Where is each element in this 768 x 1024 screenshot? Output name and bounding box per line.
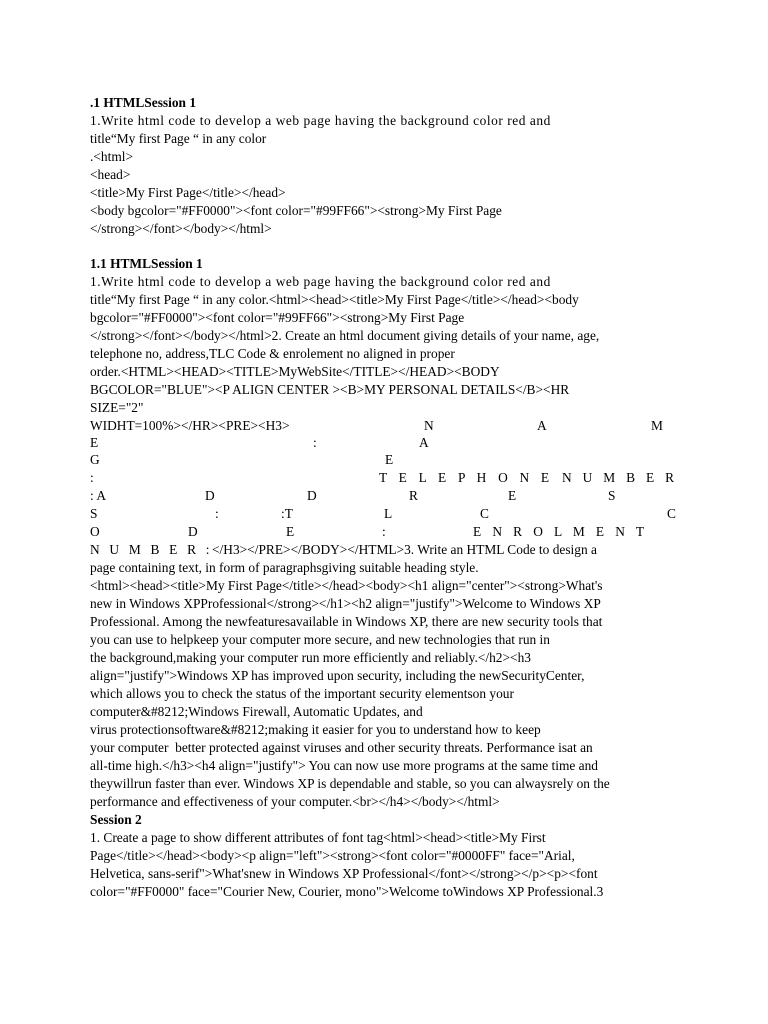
pre-token: E <box>90 435 99 450</box>
pre-token: C <box>480 506 489 521</box>
text-line: 1.Write html code to develop a web page having the background color red and <box>90 113 551 128</box>
pre-token: : <box>382 524 386 539</box>
text-line: your computer better protected against viruses and other security threats. Performance isat an <box>90 740 593 755</box>
pre-token: E <box>508 488 517 503</box>
text-line: Professional. Among the newfeaturesavailable in Windows XP, there are new security tools that <box>90 614 603 629</box>
text-line: bgcolor="#FF0000"><font color="#99FF66"><strong>My First Page <box>90 310 465 325</box>
text-line: order.<HTML><HEAD><TITLE>MyWebSite</TITLE></HEAD><BODY <box>90 364 500 379</box>
text-line: Helvetica, sans-serif">What'snew in Windows XP Professional</font></strong></p><p><font <box>90 866 598 881</box>
pre-token: D <box>188 524 198 539</box>
pre-token: E <box>286 524 295 539</box>
pre-token: C <box>667 506 676 521</box>
text-line: title“My first Page “ in any color <box>90 131 267 146</box>
text-line: 1. Create a page to show different attributes of font tag<html><head><title>My First <box>90 830 546 845</box>
pre-token: : <box>313 435 317 450</box>
text-line: </strong></font></body></html>2. Create an html document giving details of your name, age, <box>90 328 600 343</box>
pre-token: M <box>651 418 663 433</box>
text-line: which allows you to check the status of the important security elementson your <box>90 686 514 701</box>
text-line: performance and effectiveness of your computer.<br></h4></body></html> <box>90 794 500 809</box>
pre-token: WIDHT=100%></HR><PRE><H3> <box>90 418 290 433</box>
pre-token: D <box>205 488 215 503</box>
section-heading: .1 HTMLSession 1 <box>90 95 197 110</box>
text-line: SIZE="2" <box>90 400 144 415</box>
text-line: the background,making your computer run more efficiently and reliably.</h2><h3 <box>90 650 531 665</box>
text-line: computer&#8212;Windows Firewall, Automatic Updates, and <box>90 704 423 719</box>
section-heading: 1.1 HTMLSession 1 <box>90 256 203 271</box>
text-line: page containing text, in form of paragraphsgiving suitable heading style. <box>90 560 479 575</box>
text-line: all-time high.</h3><h4 align="justify"> You can now use more programs at the same time and <box>90 758 598 773</box>
pre-token: : <box>215 506 219 521</box>
text-line: align="justify">Windows XP has improved upon security, including the newSecurityCenter, <box>90 668 585 683</box>
pre-token: : A <box>90 488 106 503</box>
pre-token: A <box>419 435 429 450</box>
text-line: telephone no, address,TLC Code & enrolement no aligned in proper <box>90 346 455 361</box>
pre-token: A <box>537 418 547 433</box>
text-line: </strong></font></body></html> <box>90 221 272 236</box>
pre-token: G <box>90 452 100 467</box>
text-line: theywillrun faster than ever. Windows XP is dependable and stable, so you can alwaysrely on the <box>90 776 610 791</box>
text-line: <head> <box>90 167 131 182</box>
text-line: <html><head><title>My First Page</title></head><body><h1 align="center"><strong>What's <box>90 578 603 593</box>
pre-token: E <box>385 452 394 467</box>
pre-token: N U M B E R : <box>90 542 213 557</box>
pre-token: R <box>409 488 418 503</box>
pre-token: :T <box>281 506 293 521</box>
pre-token: E N R O L M E N T <box>473 524 648 539</box>
pre-token: L <box>384 506 393 521</box>
pre-token: N U M B E R <box>562 470 678 485</box>
section-heading: Session 2 <box>90 812 142 827</box>
text-line: new in Windows XPProfessional</strong></h1><h2 align="justify">Welcome to Windows XP <box>90 596 601 611</box>
pre-token: N <box>424 418 434 433</box>
text-line: .<html> <box>90 149 134 164</box>
pre-token: O <box>90 524 100 539</box>
text-line: title“My first Page “ in any color.<html><head><title>My First Page</title></head><body <box>90 292 579 307</box>
pre-token: </H3></PRE></BODY></HTML>3. Write an HTML Code to design a <box>212 542 597 557</box>
text-line: BGCOLOR="BLUE"><P ALIGN CENTER ><B>MY PERSONAL DETAILS</B><HR <box>90 382 570 397</box>
text-line: <title>My First Page</title></head> <box>90 185 286 200</box>
text-line: 1.Write html code to develop a web page having the background color red and <box>90 274 551 289</box>
pre-token: S <box>608 488 616 503</box>
pre-token: D <box>307 488 317 503</box>
text-line: color="#FF0000" face="Courier New, Courier, mono">Welcome toWindows XP Professional.3 <box>90 884 604 899</box>
text-line: virus protectionsoftware&#8212;making it easier for you to understand how to keep <box>90 722 541 737</box>
pre-token: : <box>90 470 94 485</box>
pre-token: S <box>90 506 98 521</box>
pre-token: T E L E P H O N E <box>379 470 553 485</box>
text-line: Page</title></head><body><p align="left"><strong><font color="#0000FF" face="Arial, <box>90 848 575 863</box>
text-line: <body bgcolor="#FF0000"><font color="#99FF66"><strong>My First Page <box>90 203 502 218</box>
text-line: you can use to helpkeep your computer more secure, and new technologies that run in <box>90 632 550 647</box>
